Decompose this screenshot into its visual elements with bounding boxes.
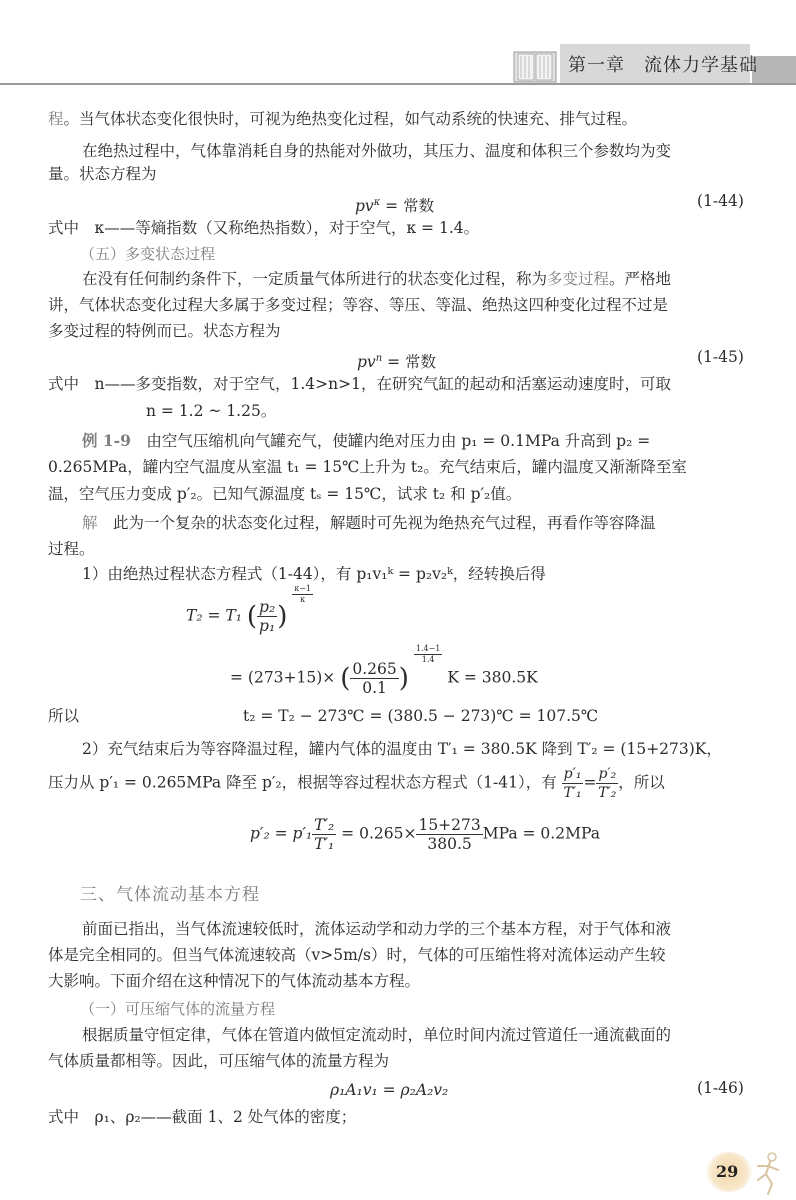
equation-number: (1-46) (697, 1079, 744, 1097)
page-number: 29 (716, 1162, 739, 1181)
text-fragment: 程 (48, 110, 64, 128)
header-divider (0, 83, 796, 85)
exponent-numerator: κ−1 (294, 584, 312, 593)
example-label: 例 1-9 (82, 431, 131, 450)
fraction-denominator: p₁ (259, 617, 276, 635)
fraction-numerator: T′₂ (314, 816, 335, 834)
formula-p2 (250, 816, 600, 853)
eq-rhs: = 常数 (382, 353, 436, 372)
formula-t2-value: = (273+15)× ( $\frac{0.265}{0.1}$ ) $\frac{1.4-1}{1.4}$ K = 380.5K (230, 644, 538, 697)
subsection-title: （一）可压缩气体的流量方程 (80, 1000, 276, 1018)
text-fragment: 此为一个复杂的状态变化过程，解题时可先视为绝热充气过程，再看作等容降温 (97, 514, 656, 532)
runner-figure-icon (748, 1150, 788, 1196)
fraction-numerator: p′₁ (563, 766, 582, 782)
text-line: 前面已指出，当气体流速较低时，流体运动学和动力学的三个基本方程，对于气体和液 (82, 920, 672, 938)
fraction-denominator: T′₁ (314, 835, 335, 853)
term-highlight: 多变过程 (547, 270, 610, 288)
text-line: 所以 (48, 707, 80, 725)
text-fragment: 。当气体状态变化很快时，可视为绝热变化过程，如气动系统的快速充、排气过程。 (63, 110, 638, 128)
fraction-numerator: 15+273 (418, 816, 481, 834)
exponent-denominator: 1.4 (421, 655, 435, 664)
exponent-numerator: 1.4−1 (415, 644, 441, 653)
text-line: 过程。 (48, 540, 95, 558)
text-line: 量。状态方程为 (48, 165, 157, 183)
section-title: 三、气体流动基本方程 (80, 885, 260, 905)
formula-lhs: T₂ = T₁ (186, 606, 242, 625)
formula-rhs: MPa = 0.2MPa (482, 824, 600, 843)
fraction-denominator: 0.1 (362, 679, 387, 697)
fraction-numerator: p′₂ (598, 766, 617, 782)
eq-exponent: κ (373, 197, 381, 208)
fraction-numerator: 0.265 (352, 660, 397, 678)
formula-lhs: p′₂ = p′₁ (250, 824, 313, 843)
page-header (0, 0, 796, 86)
eq-exponent: n (375, 353, 383, 364)
text-line: 0.265MPa，罐内空气温度从室温 t₁ = 15℃上升为 t₂。充气结束后，罐内温度又渐渐降至室 (48, 458, 687, 476)
formula-mid: = 0.265× (341, 824, 417, 843)
text-line: 式中 κ——等熵指数（又称绝热指数），对于空气，κ = 1.4。 (48, 219, 480, 237)
fraction-denominator: T′₂ (598, 785, 617, 801)
text-fragment: ，所以 (618, 773, 665, 792)
eq-lhs: pv (355, 197, 374, 216)
fraction-numerator: p₂ (259, 598, 276, 616)
text-line: 讲，气体状态变化过程大多属于多变过程；等容、等压、等温、绝热这四种变化过程不过是 (48, 296, 669, 314)
equation-1-46: ρ₁A₁v₁ = ρ₂A₂v₂ (330, 1081, 449, 1099)
text-line: 体是完全相同的。但当气体流速较高（v>5m/s）时，气体的可压缩性将对流体运动产生较 (48, 946, 666, 964)
subsection-title: （五）多变状态过程 (80, 245, 216, 263)
exponent-denominator: κ (300, 595, 306, 604)
equation-number: (1-45) (697, 348, 744, 366)
formula-t2: T₂ = T₁ ( $\frac{\text{p₂}}{\text{p₁}}$ ) $\frac{\kappa-1}{\kappa}$ (186, 584, 312, 635)
fraction-denominator: 380.5 (427, 835, 472, 853)
eq-lhs: pv (357, 353, 376, 372)
solution-label: 解 (82, 514, 98, 532)
fraction-denominator: T′₁ (563, 785, 582, 801)
text-fragment: 在没有任何制约条件下，一定质量气体所进行的状态变化过程，称为 (82, 270, 548, 288)
text-line: 根据质量守恒定律，气体在管道内做恒定流动时，单位时间内流过管道任一通流截面的 (82, 1026, 672, 1044)
equation-1-45 (357, 348, 436, 373)
text-line: 式中 n——多变指数，对于空气，1.4>n>1，在研究气缸的起动和活塞运动速度时，可取 (48, 375, 671, 393)
text-line: 气体质量都相等。因此，可压缩气体的流量方程为 (48, 1052, 390, 1070)
text-line (48, 108, 637, 130)
example-line (82, 430, 650, 452)
formula-rhs: K = 380.5K (447, 668, 538, 687)
chapter-title: 第一章 流体力学基础 (568, 55, 758, 76)
text-fragment: 压力从 p′₁ = 0.265MPa 降至 p′₂，根据等容过程状态方程式（1-41），有 (48, 773, 557, 792)
text-line: 温，空气压力变成 p′₂。已知气源温度 tₛ = 15℃，试求 t₂ 和 p′₂值。 (48, 485, 522, 503)
eq-rhs: = 常数 (380, 197, 435, 216)
formula-lhs: = (273+15)× (230, 668, 336, 687)
formula-t2-celsius: t₂ = T₂ − 273℃ = (380.5 − 273)℃ = 107.5℃ (243, 707, 599, 725)
text-line (82, 268, 671, 290)
text-line: 压力从 p′₁ = 0.265MPa 降至 p′₂，根据等容过程状态方程式（1-41），有 $\frac{\text{p′₁}}{\text{T′₁}}$ = $\frac{\text{p′₂}}{\text{T′₂}}$ ，所以 (48, 766, 665, 801)
text-line: 1）由绝热过程状态方程式（1-44），有 p₁v₁ᵏ = p₂v₂ᵏ，经转换后得 (82, 565, 546, 583)
text-line: 多变过程的特例而已。状态方程为 (48, 322, 281, 340)
equation-1-44 (355, 192, 434, 217)
text-fragment: 由空气压缩机向气罐充气，使罐内绝对压力由 p₁ = 0.1MPa 升高到 p₂ = (130, 432, 651, 450)
text-fragment: 。严格地 (609, 270, 672, 288)
book-icon (512, 44, 558, 84)
text-line: 在绝热过程中，气体靠消耗自身的热能对外做功，其压力、温度和体积三个参数均为变 (82, 142, 672, 160)
text-line: 式中 ρ₁、ρ₂——截面 1、2 处气体的密度； (48, 1108, 357, 1126)
equation-number: (1-44) (697, 192, 744, 210)
solution-line (82, 512, 656, 534)
text-line: 2）充气结束后为等容降温过程，罐内气体的温度由 T′₁ = 380.5K 降到 T′₂ = (15+273)K， (82, 740, 722, 758)
header-end-tab (752, 56, 796, 84)
text-line: 大影响。下面介绍在这种情况下的气体流动基本方程。 (48, 972, 421, 990)
text-line: n = 1.2 ~ 1.25。 (146, 402, 277, 420)
